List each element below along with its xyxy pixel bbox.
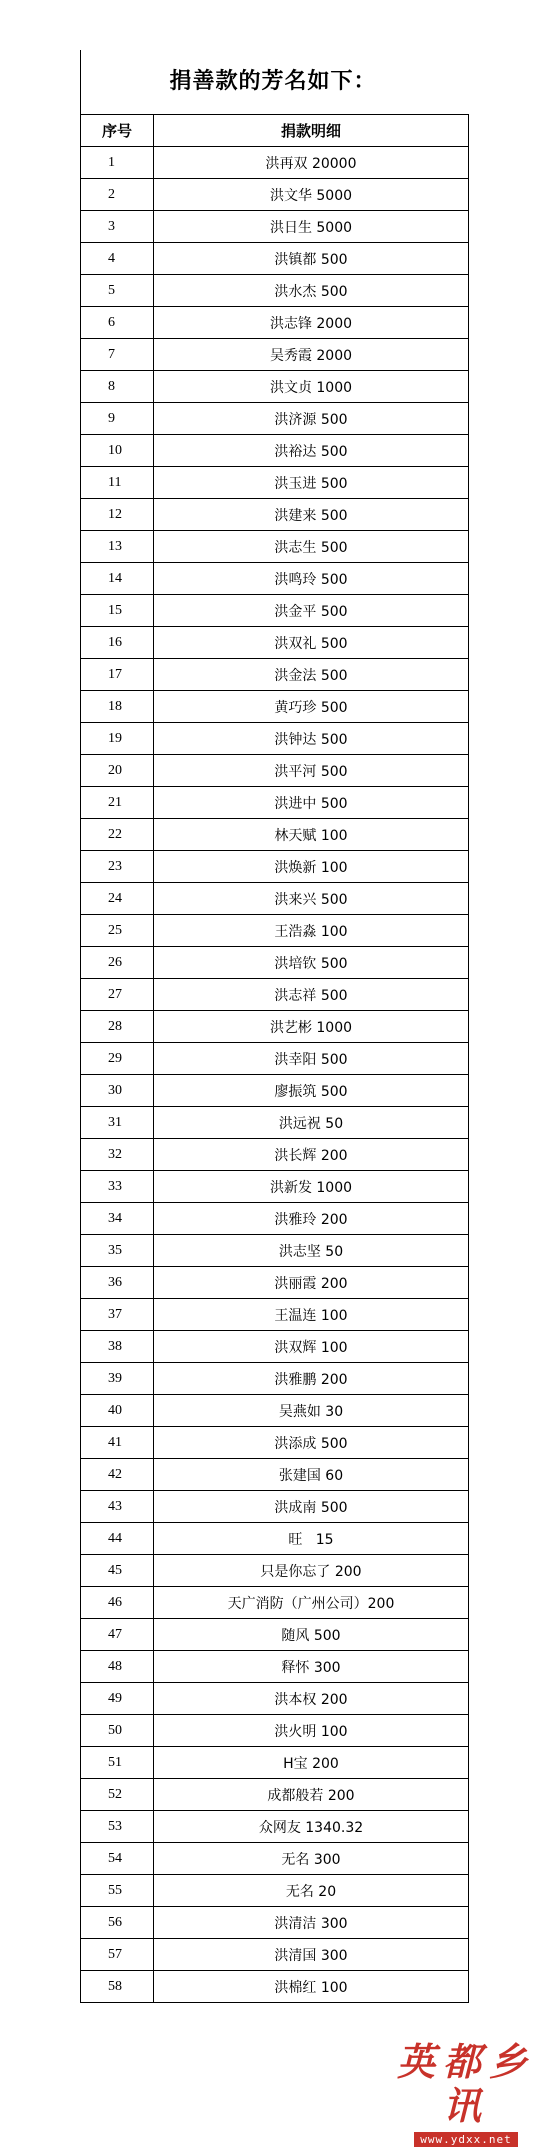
row-number: 29	[81, 1043, 154, 1075]
row-donation-detail: 洪本权 200	[154, 1683, 469, 1715]
row-donation-detail: 洪雅鹏 200	[154, 1363, 469, 1395]
watermark-url: www.ydxx.net	[414, 2132, 517, 2147]
row-donation-detail: 洪平河 500	[154, 755, 469, 787]
table-row	[81, 1267, 469, 1299]
row-number: 1	[81, 147, 154, 179]
row-donation-detail: 洪雅玲 200	[154, 1203, 469, 1235]
row-donation-detail: 洪新发 1000	[154, 1171, 469, 1203]
page-title: 捐善款的芳名如下：	[169, 68, 377, 94]
table-row	[81, 307, 469, 339]
row-donation-detail: 黄巧珍 500	[154, 691, 469, 723]
row-donation-detail: 洪金法 500	[154, 659, 469, 691]
table-row	[81, 499, 469, 531]
row-donation-detail: 洪棉红 100	[154, 1971, 469, 2003]
row-number: 40	[81, 1395, 154, 1427]
table-row	[81, 915, 469, 947]
table-row	[81, 691, 469, 723]
table-row	[81, 1971, 469, 2003]
row-donation-detail: 洪艺彬 1000	[154, 1011, 469, 1043]
row-donation-detail: 吴燕如 30	[154, 1395, 469, 1427]
table-row	[81, 659, 469, 691]
table-row	[81, 1843, 469, 1875]
row-number: 44	[81, 1523, 154, 1555]
row-donation-detail: 洪培钦 500	[154, 947, 469, 979]
row-donation-detail: 林天赋 100	[154, 819, 469, 851]
table-row	[81, 1491, 469, 1523]
row-donation-detail: 洪清国 300	[154, 1939, 469, 1971]
row-number: 20	[81, 755, 154, 787]
table-row	[81, 531, 469, 563]
row-donation-detail: 洪文贞 1000	[154, 371, 469, 403]
row-number: 3	[81, 211, 154, 243]
row-number: 4	[81, 243, 154, 275]
row-donation-detail: 洪志锋 2000	[154, 307, 469, 339]
row-donation-detail: 洪水杰 500	[154, 275, 469, 307]
row-donation-detail: 王温连 100	[154, 1299, 469, 1331]
row-number: 19	[81, 723, 154, 755]
row-number: 8	[81, 371, 154, 403]
table-row	[81, 1363, 469, 1395]
table-row	[81, 851, 469, 883]
row-donation-detail: 洪志生 500	[154, 531, 469, 563]
row-number: 46	[81, 1587, 154, 1619]
watermark-logo	[380, 2040, 552, 2147]
table-row	[81, 403, 469, 435]
table-row	[81, 371, 469, 403]
table-row	[81, 1587, 469, 1619]
table-row	[81, 1459, 469, 1491]
row-donation-detail: 洪双礼 500	[154, 627, 469, 659]
column-header-number: 序号	[81, 115, 154, 147]
row-donation-detail: 洪日生 5000	[154, 211, 469, 243]
row-number: 58	[81, 1971, 154, 2003]
table-row	[81, 1235, 469, 1267]
table-row	[81, 1107, 469, 1139]
row-number: 41	[81, 1427, 154, 1459]
row-donation-detail: 洪金平 500	[154, 595, 469, 627]
row-number: 24	[81, 883, 154, 915]
table-row	[81, 595, 469, 627]
row-number: 42	[81, 1459, 154, 1491]
table-row	[81, 723, 469, 755]
row-number: 56	[81, 1907, 154, 1939]
row-donation-detail: 洪幸阳 500	[154, 1043, 469, 1075]
row-number: 50	[81, 1715, 154, 1747]
row-donation-detail: 王浩淼 100	[154, 915, 469, 947]
table-row	[81, 563, 469, 595]
row-number: 22	[81, 819, 154, 851]
row-number: 28	[81, 1011, 154, 1043]
table-row	[81, 243, 469, 275]
table-row	[81, 1171, 469, 1203]
row-number: 17	[81, 659, 154, 691]
row-number: 12	[81, 499, 154, 531]
table-row	[81, 147, 469, 179]
row-donation-detail: 洪建来 500	[154, 499, 469, 531]
row-donation-detail: 随风 500	[154, 1619, 469, 1651]
row-number: 32	[81, 1139, 154, 1171]
table-row	[81, 627, 469, 659]
table-row	[81, 275, 469, 307]
row-donation-detail: 洪成南 500	[154, 1491, 469, 1523]
row-donation-detail: 洪火明 100	[154, 1715, 469, 1747]
row-number: 26	[81, 947, 154, 979]
table-row	[81, 947, 469, 979]
table-row	[81, 1139, 469, 1171]
table-row	[81, 1747, 469, 1779]
table-row	[81, 819, 469, 851]
row-number: 45	[81, 1555, 154, 1587]
table-header-row	[81, 115, 469, 147]
row-number: 7	[81, 339, 154, 371]
row-donation-detail: 无名 300	[154, 1843, 469, 1875]
row-donation-detail: 洪添成 500	[154, 1427, 469, 1459]
row-number: 10	[81, 435, 154, 467]
table-row	[81, 755, 469, 787]
row-donation-detail: 廖振筑 500	[154, 1075, 469, 1107]
row-donation-detail: 吴秀霞 2000	[154, 339, 469, 371]
row-donation-detail: 成都般若 200	[154, 1779, 469, 1811]
row-number: 34	[81, 1203, 154, 1235]
row-number: 51	[81, 1747, 154, 1779]
row-number: 21	[81, 787, 154, 819]
row-number: 15	[81, 595, 154, 627]
table-row	[81, 1427, 469, 1459]
row-donation-detail: 洪镇都 500	[154, 243, 469, 275]
row-donation-detail: 旺 15	[154, 1523, 469, 1555]
table-row	[81, 1939, 469, 1971]
row-number: 27	[81, 979, 154, 1011]
row-number: 53	[81, 1811, 154, 1843]
row-number: 16	[81, 627, 154, 659]
row-number: 54	[81, 1843, 154, 1875]
table-row	[81, 1907, 469, 1939]
row-number: 43	[81, 1491, 154, 1523]
table-row	[81, 1203, 469, 1235]
row-donation-detail: 洪清洁 300	[154, 1907, 469, 1939]
row-donation-detail: 洪远祝 50	[154, 1107, 469, 1139]
table-row	[81, 179, 469, 211]
row-number: 31	[81, 1107, 154, 1139]
row-number: 48	[81, 1651, 154, 1683]
row-number: 2	[81, 179, 154, 211]
row-number: 18	[81, 691, 154, 723]
row-number: 23	[81, 851, 154, 883]
row-number: 9	[81, 403, 154, 435]
row-donation-detail: 洪玉进 500	[154, 467, 469, 499]
row-donation-detail: 洪进中 500	[154, 787, 469, 819]
row-donation-detail: 洪鸣玲 500	[154, 563, 469, 595]
row-donation-detail: 洪长辉 200	[154, 1139, 469, 1171]
row-donation-detail: 张建国 60	[154, 1459, 469, 1491]
table-row	[81, 979, 469, 1011]
row-number: 37	[81, 1299, 154, 1331]
row-number: 57	[81, 1939, 154, 1971]
table-row	[81, 787, 469, 819]
row-number: 13	[81, 531, 154, 563]
table-row	[81, 1651, 469, 1683]
row-donation-detail: 洪文华 5000	[154, 179, 469, 211]
row-number: 35	[81, 1235, 154, 1267]
table-row	[81, 1523, 469, 1555]
table-row	[81, 1683, 469, 1715]
row-donation-detail: 洪志祥 500	[154, 979, 469, 1011]
row-number: 55	[81, 1875, 154, 1907]
table-row	[81, 1715, 469, 1747]
column-header-detail: 捐款明细	[154, 115, 469, 147]
table-row	[81, 467, 469, 499]
table-row	[81, 1811, 469, 1843]
table-row	[81, 1075, 469, 1107]
row-number: 11	[81, 467, 154, 499]
row-donation-detail: 无名 20	[154, 1875, 469, 1907]
row-number: 5	[81, 275, 154, 307]
table-row	[81, 1779, 469, 1811]
row-number: 38	[81, 1331, 154, 1363]
row-donation-detail: 洪焕新 100	[154, 851, 469, 883]
row-donation-detail: 洪钟达 500	[154, 723, 469, 755]
table-row	[81, 1875, 469, 1907]
row-donation-detail: H宝 200	[154, 1747, 469, 1779]
row-number: 39	[81, 1363, 154, 1395]
row-number: 36	[81, 1267, 154, 1299]
table-row	[81, 1331, 469, 1363]
row-donation-detail: 只是你忘了 200	[154, 1555, 469, 1587]
table-row	[81, 435, 469, 467]
table-row	[81, 1619, 469, 1651]
row-number: 30	[81, 1075, 154, 1107]
row-donation-detail: 洪再双 20000	[154, 147, 469, 179]
table-row	[81, 211, 469, 243]
table-row	[81, 1011, 469, 1043]
row-number: 6	[81, 307, 154, 339]
table-row	[81, 1299, 469, 1331]
row-number: 14	[81, 563, 154, 595]
row-donation-detail: 众网友 1340.32	[154, 1811, 469, 1843]
table-row	[81, 883, 469, 915]
row-donation-detail: 洪裕达 500	[154, 435, 469, 467]
row-donation-detail: 洪双辉 100	[154, 1331, 469, 1363]
row-number: 49	[81, 1683, 154, 1715]
row-donation-detail: 洪来兴 500	[154, 883, 469, 915]
row-number: 33	[81, 1171, 154, 1203]
watermark-text: 英都乡讯	[396, 2039, 535, 2128]
row-donation-detail: 洪志坚 50	[154, 1235, 469, 1267]
table-row	[81, 1395, 469, 1427]
table-body	[81, 147, 469, 2003]
row-donation-detail: 天广消防（广州公司）200	[154, 1587, 469, 1619]
table-row	[81, 339, 469, 371]
table-row	[81, 1555, 469, 1587]
row-number: 25	[81, 915, 154, 947]
row-number: 52	[81, 1779, 154, 1811]
donation-table	[80, 114, 469, 2003]
row-donation-detail: 释怀 300	[154, 1651, 469, 1683]
table-row	[81, 1043, 469, 1075]
row-donation-detail: 洪丽霞 200	[154, 1267, 469, 1299]
row-number: 47	[81, 1619, 154, 1651]
row-donation-detail: 洪济源 500	[154, 403, 469, 435]
